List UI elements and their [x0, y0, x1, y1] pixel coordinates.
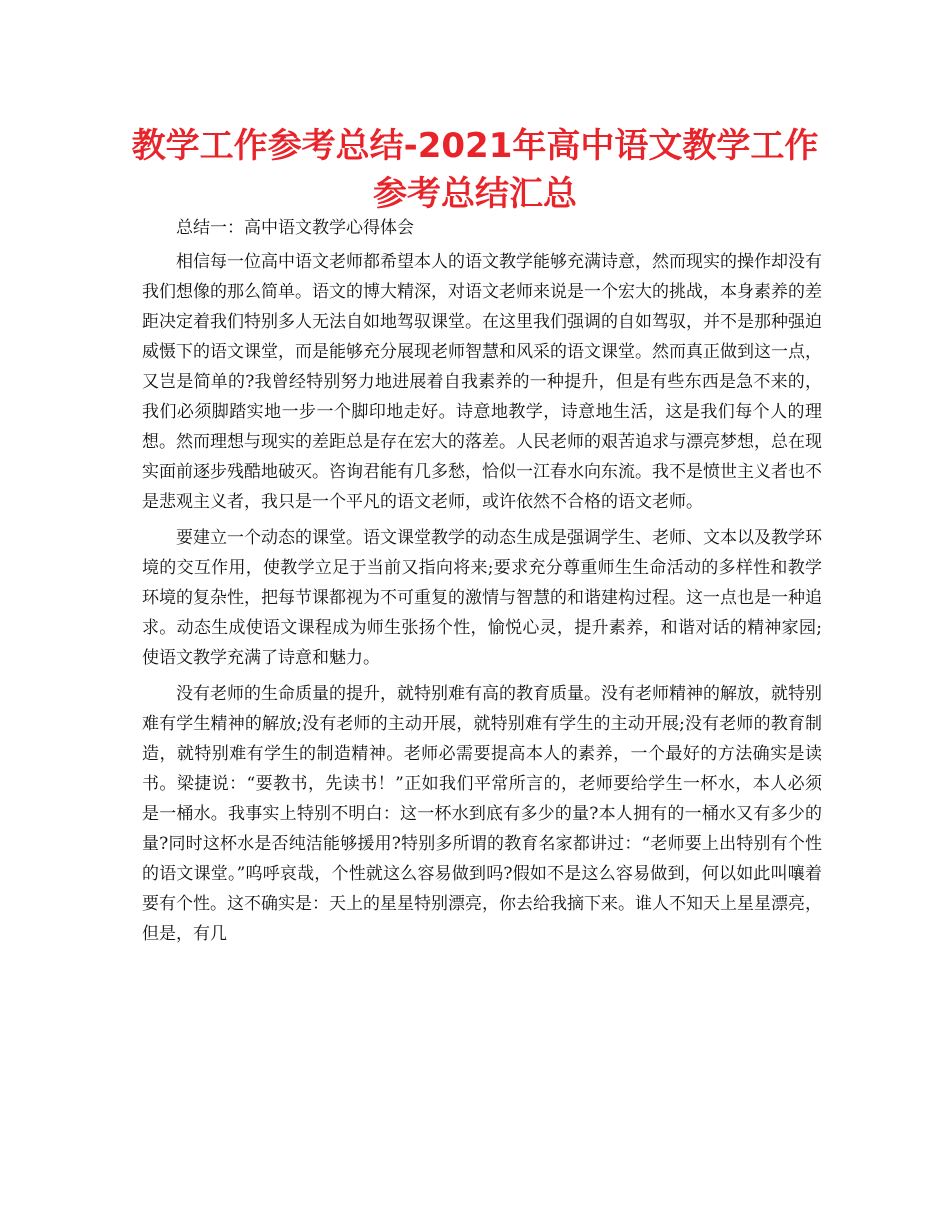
paragraph-1: 相信每一位高中语文老师都希望本人的语文教学能够充满诗意，然而现实的操作却没有我们想像的那么简单。语文的博大精深，对语文老师来说是一个宏大的挑战，本身素养的差距决定着我们特别多人无法自如地驾驭课堂。在这里我们强调的自如驾驭，并不是那种强迫威慑下的语文课堂，而是能够充分展现老师智慧和风采的语文课堂。然而真正做到这一点，又岂是简单的?我曾经特别努力地进展着自我素养的一种提升，但是有些东西是急不来的，我们必须脚踏实地一步一个脚印地走好。诗意地教学，诗意地生活，这是我们每个人的理想。然而理想与现实的差距总是存在宏大的落差。人民老师的艰苦追求与漂亮梦想，总在现实面前逐步残酷地破灭。咨询君能有几多愁，恰似一江春水向东流。我不是愤世主义者也不是悲观主义者，我只是一个平凡的语文老师，或许依然不合格的语文老师。: [142, 252, 822, 512]
section-heading: 总结一：高中语文教学心得体会: [176, 218, 414, 238]
paragraph-2: 要建立一个动态的课堂。语文课堂教学的动态生成是强调学生、老师、文本以及教学环境的交互作用，使教学立足于当前又指向将来;要求充分尊重师生生命活动的多样性和教学环境的复杂性，把每节课都视为不可重复的激情与智慧的和谐建构过程。这一点也是一种追求。动态生成使语文课程成为师生张扬个性，愉悦心灵，提升素养，和谐对话的精神家园;使语文教学充满了诗意和魅力。: [142, 528, 822, 668]
document-body: [142, 213, 822, 955]
paragraph-3: 没有老师的生命质量的提升，就特别难有高的教育质量。没有老师精神的解放，就特别难有学生精神的解放;没有老师的主动开展，就特别难有学生的主动开展;没有老师的教育制造，就特别难有学生的制造精神。老师必需要提高本人的素养，一个最好的方法确实是读书。梁捷说：“要教书，先读书！”正如我们平常所言的，老师要给学生一杯水，本人必须是一桶水。我事实上特别不明白：这一杯水到底有多少的量?本人拥有的一桶水又有多少的量?同时这杯水是否纯洁能够援用?特别多所谓的教育名家都讲过：“老师要上出特别有个性的语文课堂。”呜呼哀哉，个性就这么容易做到吗?假如不是这么容易做到，何以如此叫嚷着要有个性。这不确实是：天上的星星特别漂亮，你去给我摘下来。谁人不知天上星星漂亮，但是，有几: [142, 684, 822, 944]
document-title: 教学工作参考总结-2021年高中语文教学工作参考总结汇总: [131, 126, 819, 214]
